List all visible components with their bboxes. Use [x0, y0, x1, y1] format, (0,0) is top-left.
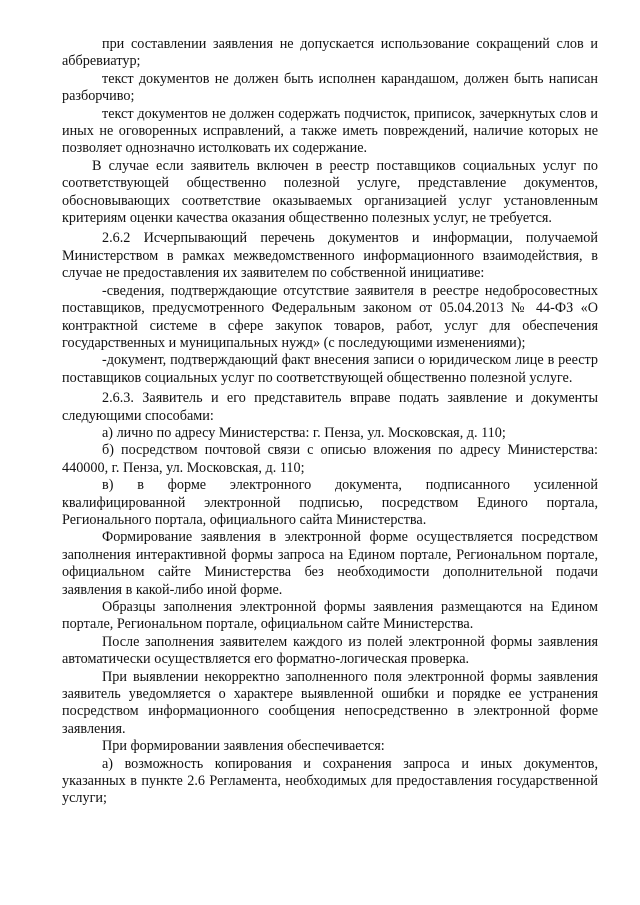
list-item-copy-save: а) возможность копирования и сохранения запроса и иных документов, указанных в пункте 2.6 Регламента, необходимых для предоставления государственной услуги; — [62, 755, 598, 807]
paragraph-error-notice: При выявлении некорректно заполненного поля электронной формы заявления заявитель уведомляется о характере выявленной ошибки и порядке ее устранения посредством информационного сообщения непосредственно в электронной форме заявления. — [62, 668, 598, 737]
paragraph-pencil: текст документов не должен быть исполнен карандашом, должен быть написан разборчиво; — [62, 70, 598, 105]
paragraph-format-check: После заполнения заявителем каждого из полей электронной формы заявления автоматически осуществляется его форматно-логическая проверка. — [62, 633, 598, 668]
paragraph-provided: При формировании заявления обеспечивается: — [102, 738, 385, 755]
paragraph-samples: Образцы заполнения электронной формы заявления размещаются на Едином портале, Региональном портале, официальном сайте Министерства. — [62, 599, 598, 633]
paragraph-corrections: текст документов не должен содержать подчисток, приписок, зачеркнутых слов и иных не оговоренных исправлений, а также иметь повреждений, наличие которых не позволяет однозначно истолковать их содержание. — [62, 105, 598, 157]
paragraph-abbreviations: при составлении заявления не допускается использование сокращений слов и аббревиатур; — [62, 36, 598, 70]
paragraph-legal-entity-record: -документ, подтверждающий факт внесения записи о юридическом лице в реестр поставщиков социальных услуг по соответствующей общественно полезной услуге. — [62, 352, 598, 386]
paragraph-registry: В случае если заявитель включен в реестр поставщиков социальных услуг по соответствующей общественно полезной услуге, представление документов, обосновывающих соответствие оказываемых организацией услуг установленным критериям оценки качества оказания общественно полезных услуг, не требуется. — [62, 157, 598, 227]
list-item-a: а) лично по адресу Министерства: г. Пенза, ул. Московская, д. 110; — [102, 424, 506, 441]
document-page — [62, 36, 598, 808]
list-item-b: б) посредством почтовой связи с описью вложения по адресу Министерства: 440000, г. Пенза, ул. Московская, д. 110; — [62, 442, 598, 476]
paragraph-unfair-suppliers: -сведения, подтверждающие отсутствие заявителя в реестре недобросовестных поставщиков, предусмотренного Федеральным законом от 05.04.2013 № 44-ФЗ «О контрактной системе в сфере закупок товаров, работ, услуг для обеспечения государственных и муниципальных нужд» (с последующими изменениями); — [62, 282, 598, 351]
paragraph-electronic-form: Формирование заявления в электронной форме осуществляется посредством заполнения интерактивной формы запроса на Едином портале, Региональном портале, официальном сайте Министерства без необходимости дополнительной подачи заявления в какой-либо иной форме. — [62, 529, 598, 598]
paragraph-2-6-3: 2.6.3. Заявитель и его представитель вправе подать заявление и документы следующими способами: — [62, 390, 598, 424]
paragraph-2-6-2: 2.6.2 Исчерпывающий перечень документов и информации, получаемой Министерством в рамках межведомственного информационного взаимодействия, в случае не предоставления их заявителем по собственной инициативе: — [62, 230, 598, 282]
list-item-v: в) в форме электронного документа, подписанного усиленной квалифицированной электронной подписью, посредством Единого портала, Регионального портала, официального сайта Министерства. — [62, 477, 598, 528]
